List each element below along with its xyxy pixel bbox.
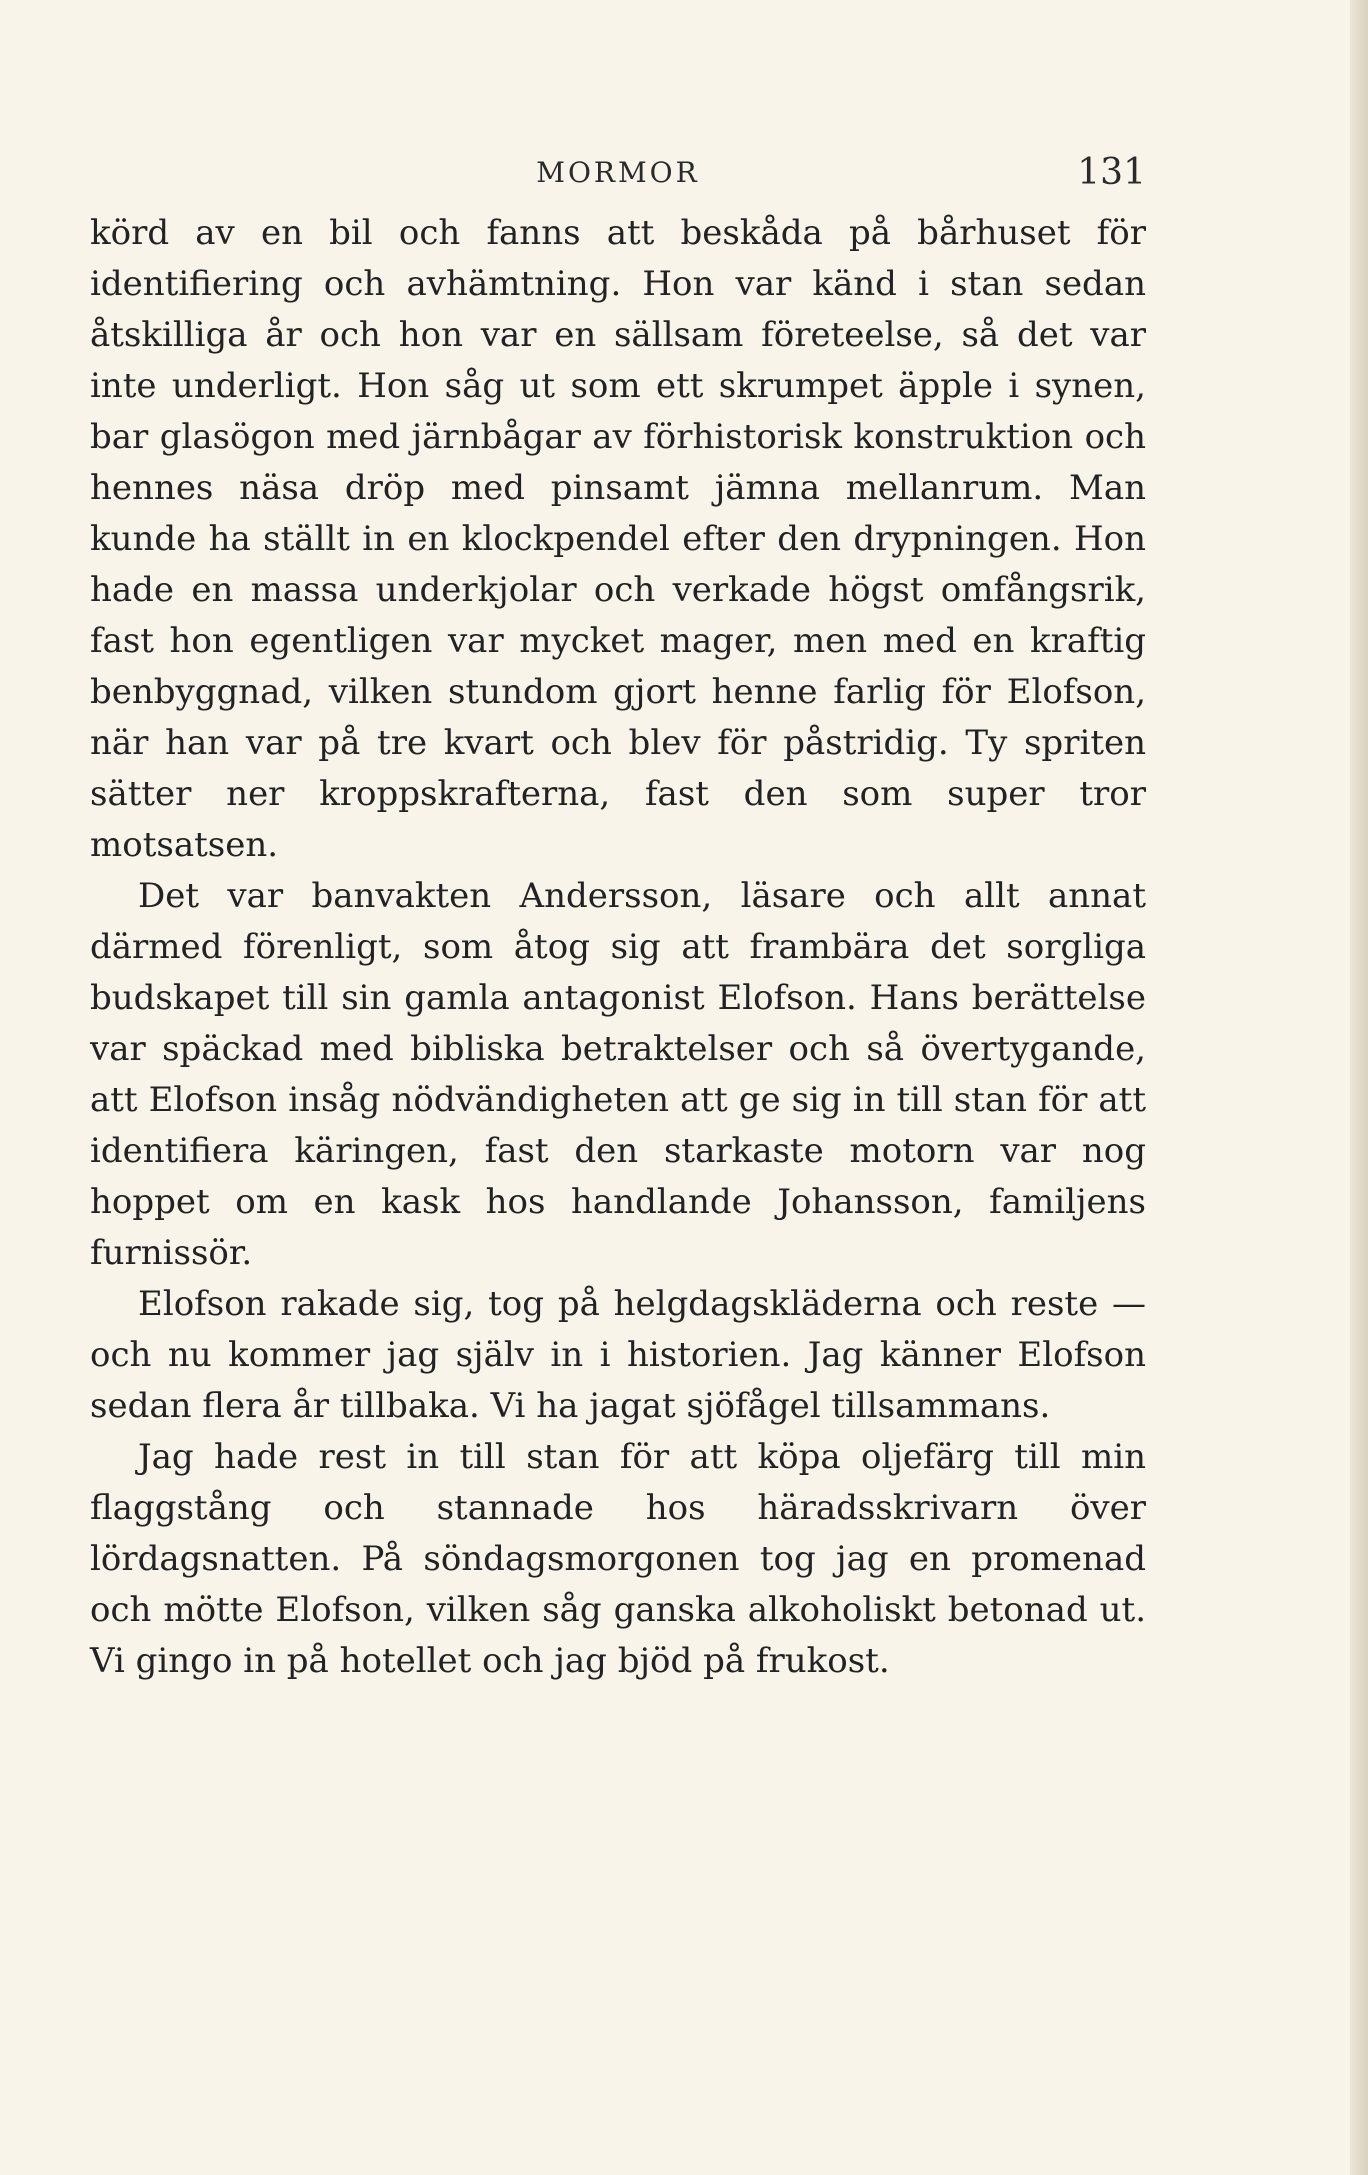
page-edge <box>1350 0 1368 2175</box>
running-head: MORMOR <box>536 156 700 189</box>
paragraph-2: Det var banvakten Andersson, läsare och allt annat därmed förenligt, som åtog sig att frambära det sorgliga budskapet till sin gamla antagonist Elofson. Hans berättelse var späckad med bibliska betraktelser och så övertygande, att Elofson insåg nödvändigheten att ge sig in till stan för att identifiera käringen, fast den starkaste motorn var nog hoppet om en kask hos handlande Johansson, familjens furnissör. <box>90 876 1146 1273</box>
paragraph-1: körd av en bil och fanns att beskåda på bårhuset för identifiering och avhämtning. Hon var känd i stan sedan åtskilliga år och hon var en sällsam företeelse, så det var inte underligt. Hon såg ut som ett skrumpet äpple i synen, bar glasögon med järnbågar av förhistorisk konstruktion och hennes näsa dröp med pinsamt jämna mellanrum. Man kunde ha ställt in en klockpendel efter den drypningen. Hon hade en massa underkjolar och verkade högst omfångsrik, fast hon egentligen var mycket mager, men med en kraftig benbyggnad, vilken stundom gjort henne farlig för Elofson, när han var på tre kvart och blev för påstridig. Ty spriten sätter ner kroppskrafterna, fast den som super tror motsatsen. <box>90 213 1146 865</box>
page-header <box>90 150 1146 200</box>
body-text <box>90 208 1146 1687</box>
page-number: 131 <box>1077 152 1146 193</box>
paragraph-4: Jag hade rest in till stan för att köpa oljefärg till min flaggstång och stannade hos häradsskrivarn över lördagsnatten. På söndagsmorgonen tog jag en promenad och mötte Elofson, vilken såg ganska alkoholiskt betonad ut. Vi gingo in på hotellet och jag bjöd på frukost. <box>90 1437 1146 1681</box>
paragraph-3: Elofson rakade sig, tog på helgdagskläderna och reste — och nu kommer jag själv in i historien. Jag känner Elofson sedan flera år tillbaka. Vi ha jagat sjöfågel tillsammans. <box>90 1284 1146 1426</box>
